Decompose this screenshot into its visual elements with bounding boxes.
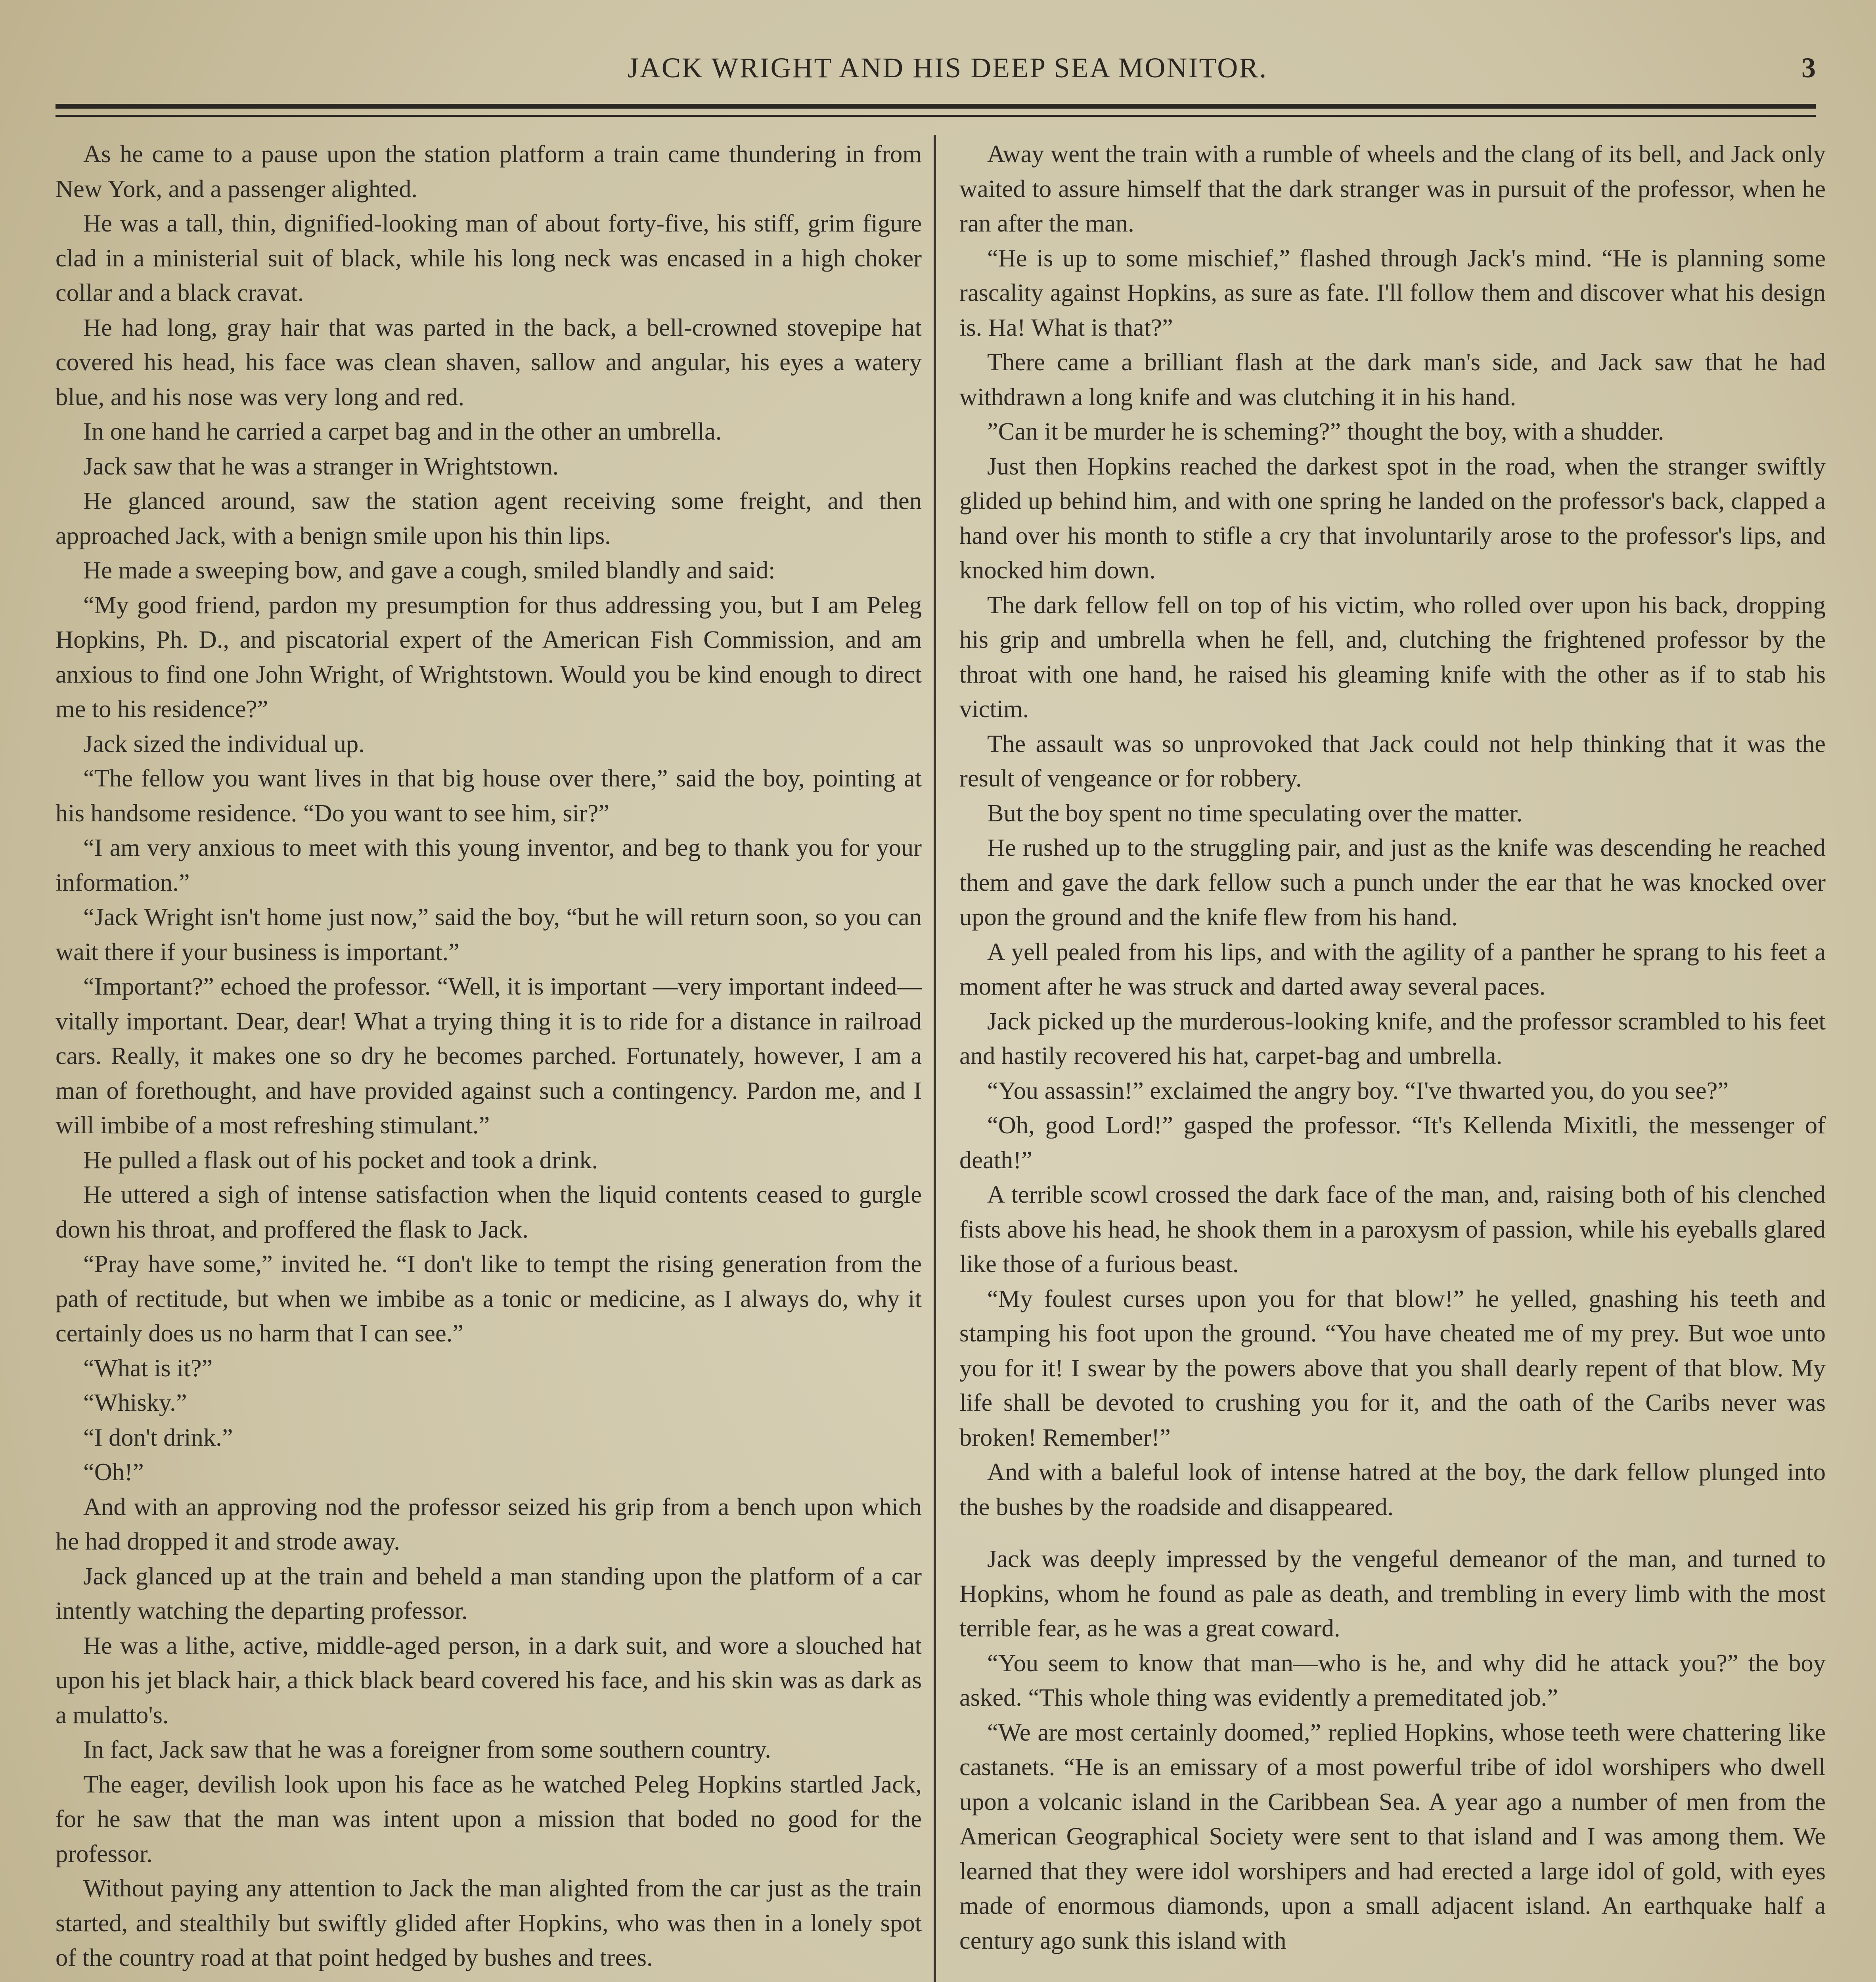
paragraph: As he came to a pause upon the station platform a train came thundering in from New York, and a passenger alighted. <box>56 140 922 203</box>
paragraph: He pulled a flask out of his pocket and took a drink. <box>83 1146 598 1174</box>
paragraph: “I am very anxious to meet with this young inventor, and beg to thank you for your information.” <box>56 834 922 896</box>
paragraph: In one hand he carried a carpet bag and in the other an umbrella. <box>83 417 722 445</box>
paragraph: A terrible scowl crossed the dark face of the man, and, raising both of his clenched fists above his head, he shook them in a paroxysm of passion, while his eyeballs glared like those of a furious beast. <box>959 1180 1826 1278</box>
paragraph: He made a sweeping bow, and gave a cough, smiled blandly and said: <box>83 556 775 584</box>
paragraph: And with an approving nod the professor seized his grip from a bench upon which he had dropped it and strode away. <box>56 1492 922 1555</box>
paragraph: “The fellow you want lives in that big house over there,” said the boy, pointing at his handsome residence. “Do you want to see him, sir?” <box>56 764 922 827</box>
paragraph: “Whisky.” <box>83 1389 187 1416</box>
paragraph: But the boy spent no time speculating over the matter. <box>987 799 1523 827</box>
paragraph: Away went the train with a rumble of wheels and the clang of its bell, and Jack only waited to assure himself that the dark stranger was in pursuit of the professor, when he ran after the man. <box>959 140 1826 237</box>
paragraph: Jack was deeply impressed by the vengeful demeanor of the man, and turned to Hopkins, whom he found as pale as death, and trembling in every limb with the most terrible fear, as he was a great coward. <box>959 1545 1826 1642</box>
paragraph: There came a brilliant flash at the dark man's side, and Jack saw that he had withdrawn a long knife and was clutching it in his hand. <box>959 348 1826 411</box>
paragraph: “Oh, good Lord!” gasped the professor. “It's Kellenda Mixitli, the messenger of death!” <box>959 1111 1826 1174</box>
paragraph: He uttered a sigh of intense satisfaction when the liquid contents ceased to gurgle down his throat, and proffered the flask to Jack. <box>56 1180 922 1243</box>
paragraph: Jack saw that he was a stranger in Wrightstown. <box>83 452 559 480</box>
text-column-left <box>56 137 922 1982</box>
paragraph: Jack picked up the murderous-looking knife, and the professor scrambled to his feet and hastily recovered his hat, carpet-bag and umbrella. <box>959 1007 1826 1069</box>
paragraph: He rushed up to the struggling pair, and just as the knife was descending he reached them and gave the dark fellow such a punch under the ear that he was knocked over upon the ground and the knife flew from his hand. <box>959 834 1826 931</box>
paragraph: He had long, gray hair that was parted in the back, a bell-crowned stovepipe hat covered his head, his face was clean shaven, sallow and angular, his eyes a watery blue, and his nose was very long and red. <box>56 313 922 411</box>
page-number: 3 <box>1801 52 1816 84</box>
paragraph: “Important?” echoed the professor. “Well, it is important —very important indeed—vitally important. Dear, dear! What a trying thing it is to ride for a distance in railroad cars. Really, it makes one so dry he becomes parched. Fortunately, however, I am a man of forethought, and have provided against such a contingency. Pardon me, and I will imbibe of a most refreshing stimulant.” <box>56 972 922 1139</box>
paragraph: “Jack Wright isn't home just now,” said the boy, “but he will return soon, so you can wait there if your business is important.” <box>56 903 922 966</box>
paragraph: “I don't drink.” <box>83 1423 233 1451</box>
paragraph: ”Can it be murder he is scheming?” thought the boy, with a shudder. <box>987 417 1664 445</box>
paragraph: “He is up to some mischief,” flashed through Jack's mind. “He is planning some rascality against Hopkins, as sure as fate. I'll follow them and discover what his design is. Ha! What is that?” <box>959 244 1826 341</box>
paragraph: “My good friend, pardon my presumption for thus addressing you, but I am Peleg Hopkins, Ph. D., and piscatorial expert of the American Fish Commission, and am anxious to find one John Wright, of Wrightstown. Would you be kind enough to direct me to his residence?” <box>56 591 922 723</box>
paragraph: Just then Hopkins reached the darkest spot in the road, when the stranger swiftly glided up behind him, and with one spring he landed on the professor's back, clapped a hand over his month to stifle a cry that involuntarily arose to the professor's lips, and knocked him down. <box>959 452 1826 584</box>
paragraph: “Oh!” <box>83 1458 144 1486</box>
paragraph: “My foulest curses upon you for that blow!” he yelled, gnashing his teeth and stamping his foot upon the ground. “You have cheated me of my prey. But woe unto you for it! I swear by the powers above that you shall dearly repent of that blow. My life shall be devoted to crushing you for it, and the oath of the Caribs never was broken! Remember!” <box>959 1284 1826 1451</box>
paragraph: The dark fellow fell on top of his victim, who rolled over upon his back, dropping his grip and umbrella when he fell, and, clutching the frightened professor by the throat with one hand, he raised his gleaming knife with the other as if to stab his victim. <box>959 591 1826 723</box>
header-rule-thin <box>56 115 1816 117</box>
paragraph: In fact, Jack saw that he was a foreigner from some southern country. <box>83 1735 771 1763</box>
paragraph: A yell pealed from his lips, and with the agility of a panther he sprang to his feet a moment after he was struck and darted away several paces. <box>959 937 1826 1000</box>
paragraph: He was a lithe, active, middle-aged person, in a dark suit, and wore a slouched hat upon his jet black hair, a thick black beard covered his face, and his skin was as dark as a mulatto's. <box>56 1631 922 1729</box>
page-header <box>56 44 1816 87</box>
paragraph: He was a tall, thin, dignified-looking man of about forty-five, his stiff, grim figure clad in a ministerial suit of black, while his long neck was encased in a high choker collar and a black cravat. <box>56 209 922 306</box>
paragraph: And with a baleful look of intense hatred at the boy, the dark fellow plunged into the bushes by the roadside and disappeared. <box>959 1458 1826 1521</box>
paragraph: Without paying any attention to Jack the man alighted from the car just as the train started, and stealthily but swiftly glided after Hopkins, who was then in a lonely spot of the country road at that point hedged by bushes and trees. <box>56 1874 922 1971</box>
column-divider <box>934 135 936 1982</box>
header-rule-thick <box>56 104 1816 109</box>
paragraph: “You assassin!” exclaimed the angry boy. “I've thwarted you, do you see?” <box>987 1076 1729 1104</box>
paragraph: The eager, devilish look upon his face as he watched Peleg Hopkins startled Jack, for he saw that the man was intent upon a mission that boded no good for the professor. <box>56 1770 922 1867</box>
text-column-right <box>959 137 1826 1982</box>
paragraph: He glanced around, saw the station agent receiving some freight, and then approached Jack, with a benign smile upon his thin lips. <box>56 487 922 549</box>
paragraph: “What is it?” <box>83 1354 213 1382</box>
paragraph: “Pray have some,” invited he. “I don't like to tempt the rising generation from the path of rectitude, but when we imbibe as a tonic or medicine, as I always do, why it certainly does us no harm that I can see.” <box>56 1250 922 1347</box>
paragraph: Jack glanced up at the train and beheld a man standing upon the platform of a car intently watching the departing professor. <box>56 1562 922 1624</box>
paragraph: “You seem to know that man—who is he, and why did he attack you?” the boy asked. “This whole thing was evidently a premeditated job.” <box>959 1649 1826 1711</box>
paragraph: The assault was so unprovoked that Jack could not help thinking that it was the result of vengeance or for robbery. <box>959 729 1826 792</box>
paragraph: “We are most certainly doomed,” replied Hopkins, whose teeth were chattering like castanets. “He is an emissary of a most powerful tribe of idol worshipers who dwell upon a volcanic island in the Caribbean Sea. A year ago a number of men from the American Geographical Society were sent to that island and I was among them. We learned that they were idol worshipers and had erected a large idol of gold, with eyes made of enormous diamonds, upon a small adjacent island. An earthquake half a century ago sunk this island with <box>959 1718 1826 1954</box>
paragraph: Jack sized the individual up. <box>83 729 365 758</box>
running-title: JACK WRIGHT AND HIS DEEP SEA MONITOR. <box>627 52 1268 84</box>
